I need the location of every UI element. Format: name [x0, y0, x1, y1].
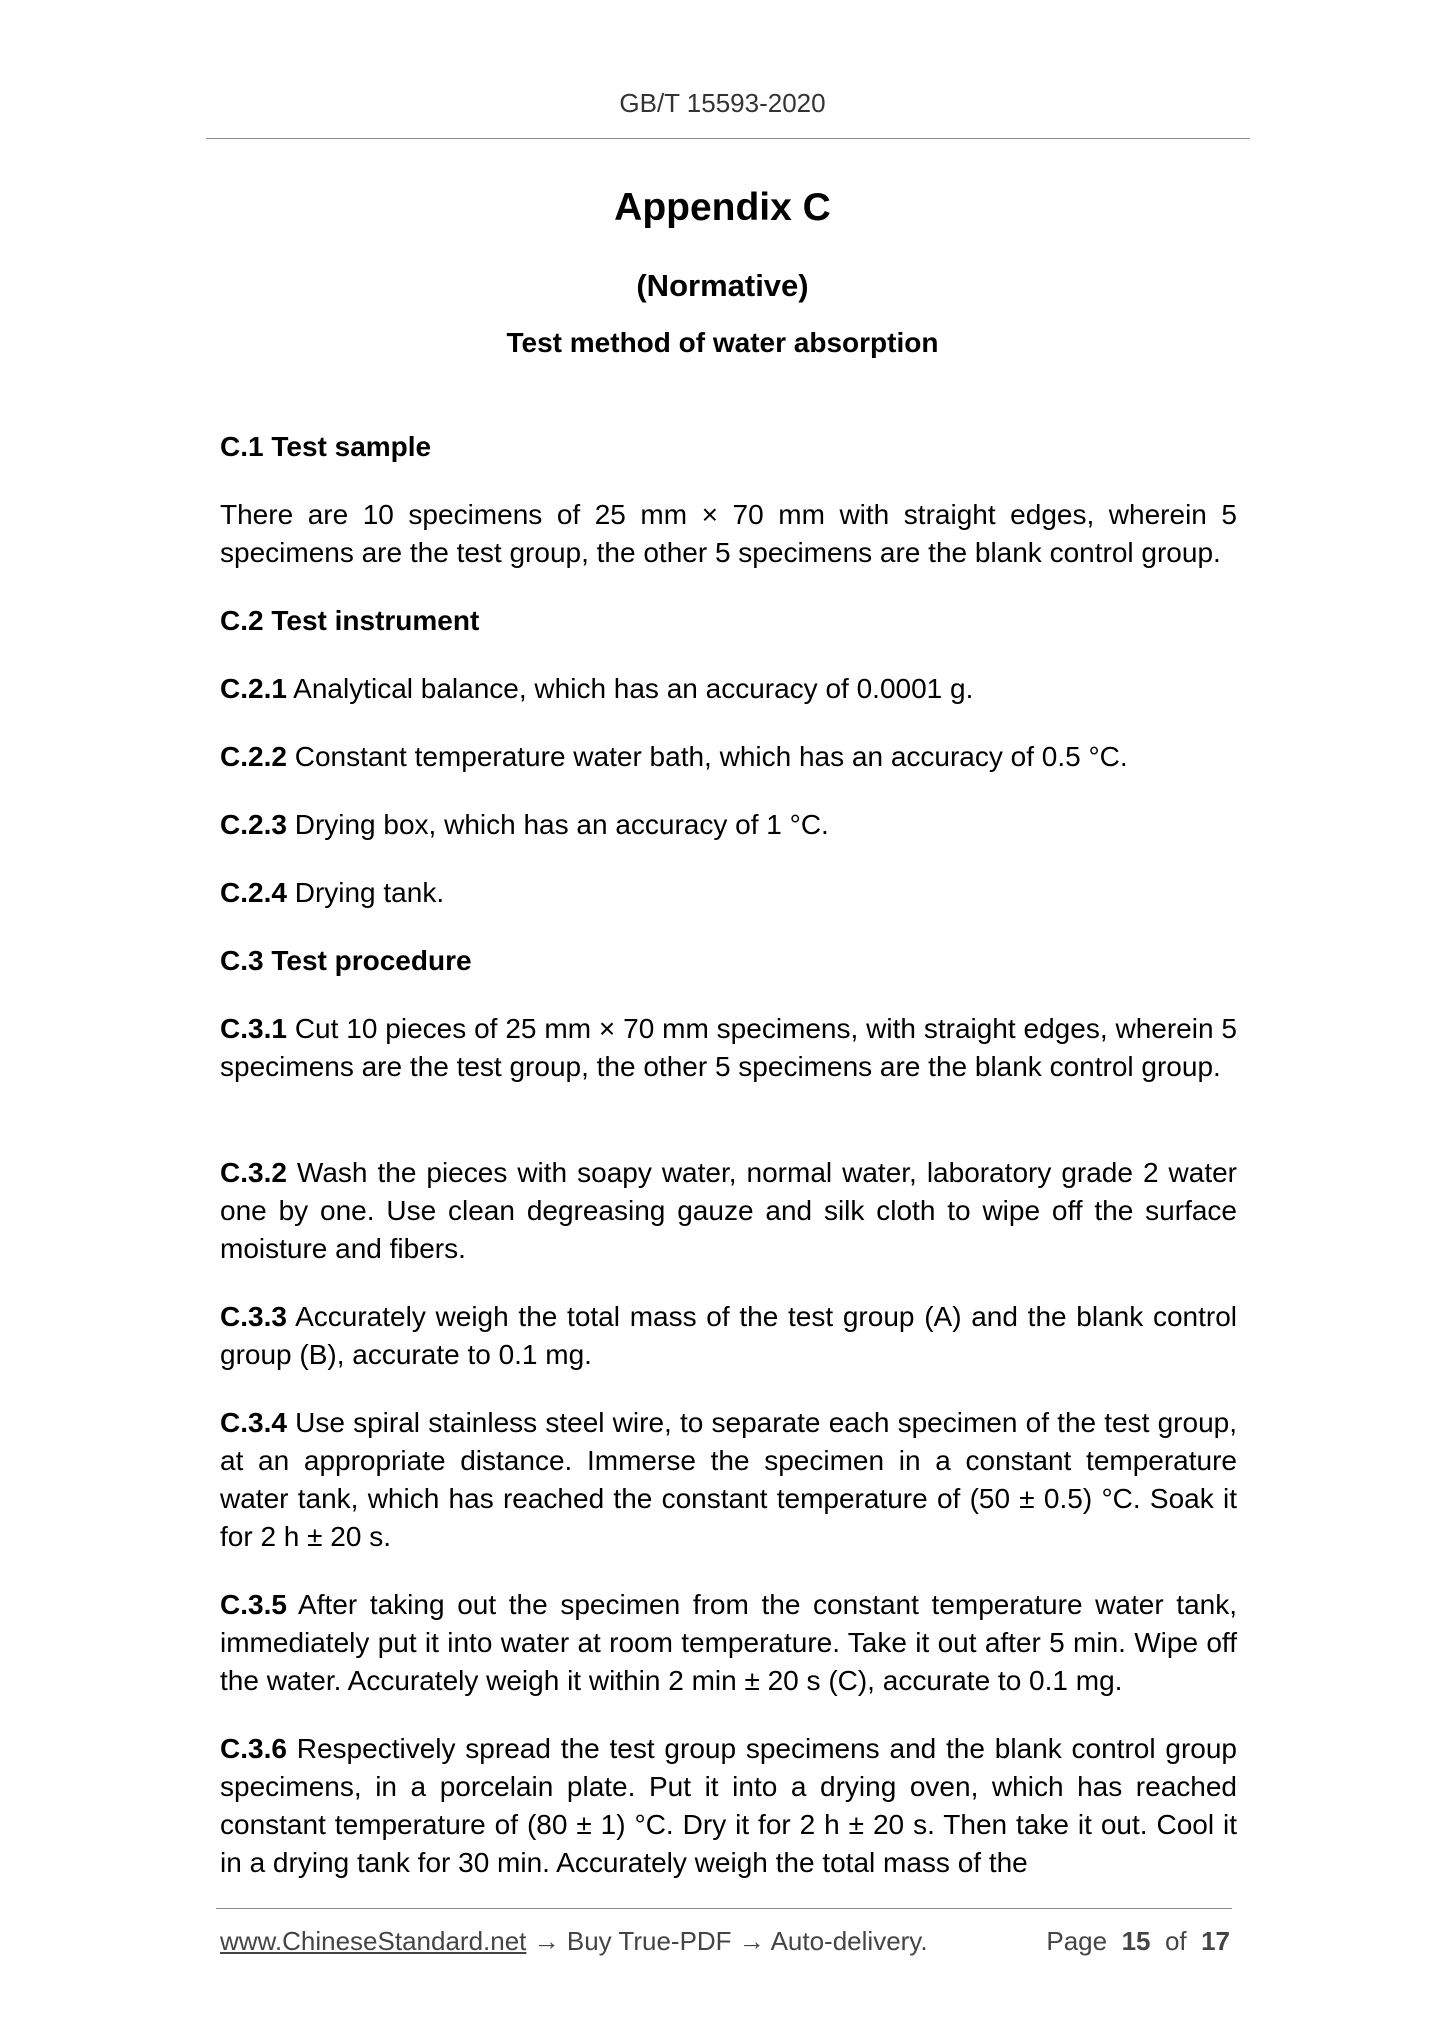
clause-text: Drying tank.: [286, 877, 445, 908]
clause-c-3-1: [220, 1010, 1237, 1086]
section-c1-heading: C.1 Test sample: [220, 431, 432, 462]
clause-c-2-1: [220, 670, 1237, 708]
clause-c-3-5: [220, 1586, 1237, 1700]
clause-number: C.2.2: [220, 741, 287, 772]
page-total: 17: [1201, 1926, 1230, 1956]
clause-c-2-2: [220, 738, 1237, 776]
clause-number: C.3.5: [220, 1589, 287, 1620]
clause-number: C.3.4: [220, 1407, 287, 1438]
clause-text: Analytical balance, which has an accuracy of 0.0001 g.: [286, 673, 974, 704]
page-indicator: [1046, 1926, 1230, 1957]
clause-c-3-3: [220, 1298, 1237, 1374]
section-c3-heading: C.3 Test procedure: [220, 945, 472, 976]
clause-number: C.2.1: [220, 673, 287, 704]
clause-text: Respectively spread the test group specimens and the blank control group specimens, in a porcelain plate. Put it into a drying oven, which has reached constant temperature of (80 ± 1) °C. Dry it for 2 h ± 20 s. Then take it out. Cool it in a drying tank for 30 min. Accurately weigh the total mass of the: [220, 1733, 1237, 1878]
clause-number: C.2.4: [220, 877, 287, 908]
footer-divider: [216, 1908, 1232, 1909]
footer-promo-text: → Buy True-PDF → Auto-delivery.: [526, 1926, 928, 1956]
clause-number: C.3.3: [220, 1301, 287, 1332]
section-c1-paragraph: There are 10 specimens of 25 mm × 70 mm with straight edges, wherein 5 specimens are the test group, the other 5 specimens are the blank control group.: [220, 499, 1237, 568]
clause-number: C.3.2: [220, 1157, 287, 1188]
clause-c-2-4: [220, 874, 1237, 912]
clause-text: Use spiral stainless steel wire, to separate each specimen of the test group, at an appropriate distance. Immerse the specimen in a constant temperature water tank, which has reached the constant temperature of (50 ± 0.5) °C. Soak it for 2 h ± 20 s.: [220, 1407, 1237, 1552]
clause-c-3-2: [220, 1154, 1237, 1268]
clause-c-3-4: [220, 1404, 1237, 1556]
clause-number: C.2.3: [220, 809, 287, 840]
clause-number: C.3.6: [220, 1733, 287, 1764]
clause-text: Drying box, which has an accuracy of 1 °C.: [286, 809, 829, 840]
clause-text: Wash the pieces with soapy water, normal water, laboratory grade 2 water one by one. Use clean degreasing gauze and silk cloth to wipe off the surface moisture and fibers.: [220, 1157, 1237, 1264]
header-standard-code: GB/T 15593-2020: [619, 88, 826, 118]
header-divider: [206, 138, 1250, 139]
appendix-subject: Test method of water absorption: [506, 327, 939, 358]
clause-number: C.3.1: [220, 1013, 287, 1044]
section-c2-heading: C.2 Test instrument: [220, 605, 480, 636]
appendix-title: Appendix C: [614, 186, 831, 229]
footer-promo: [220, 1926, 928, 1957]
website-link[interactable]: www.ChineseStandard.net: [220, 1926, 527, 1956]
page-current: 15: [1121, 1926, 1151, 1956]
clause-text: Constant temperature water bath, which has an accuracy of 0.5 °C.: [286, 741, 1128, 772]
clause-text: Cut 10 pieces of 25 mm × 70 mm specimens, with straight edges, wherein 5 specimens are the test group, the other 5 specimens are the blank control group.: [220, 1013, 1237, 1082]
of-label: of: [1164, 1926, 1187, 1956]
page-label: Page: [1046, 1926, 1108, 1956]
appendix-type: (Normative): [636, 268, 809, 303]
clause-text: Accurately weigh the total mass of the test group (A) and the blank control group (B), accurate to 0.1 mg.: [220, 1301, 1237, 1370]
clause-c-3-6: [220, 1730, 1237, 1882]
clause-c-2-3: [220, 806, 1237, 844]
clause-text: After taking out the specimen from the constant temperature water tank, immediately put it into water at room temperature. Take it out after 5 min. Wipe off the water. Accurately weigh it within 2 min ± 20 s (C), accurate to 0.1 mg.: [220, 1589, 1237, 1696]
